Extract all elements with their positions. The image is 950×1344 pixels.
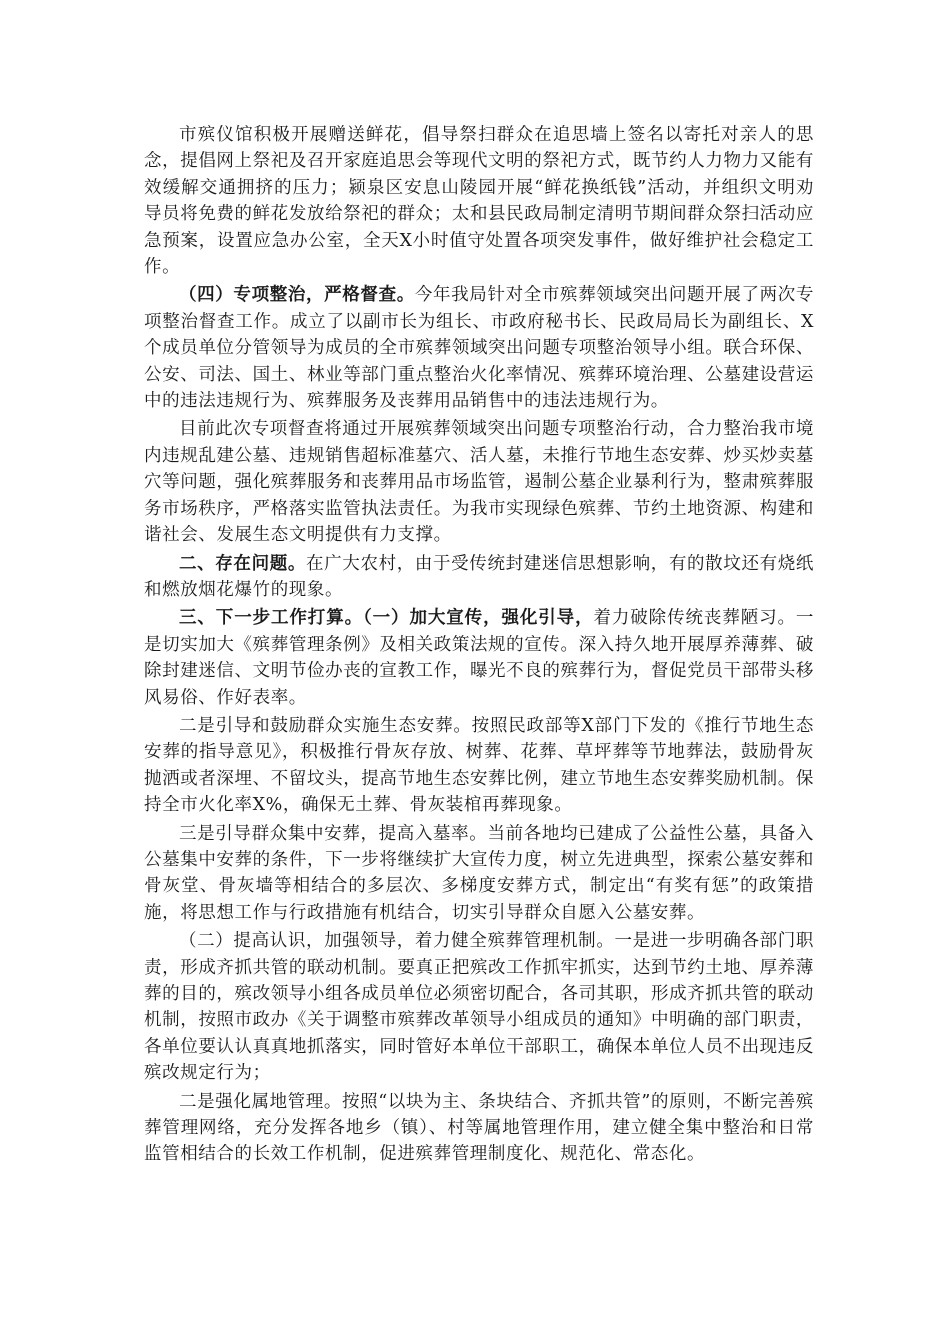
paragraph-7-text: 三是引导群众集中安葬，提高入墓率。当前各地均已建成了公益性公墓，具备入公墓集中安葬的条件，下一步将继续扩大宣传力度，树立先进典型，探索公墓安葬和骨灰堂、骨灰墙等相结合的多层次、多梯度安葬方式，制定出“有奖有惩”的政策措施，将思想工作与行政措施有机结合，切实引导群众自愿入公墓安葬。	[144, 823, 814, 923]
paragraph-2-heading: （四）专项整治，严格督查。	[179, 285, 415, 306]
document-body	[144, 122, 814, 1168]
paragraph-9-text: 二是强化属地管理。按照“以块为主、条块结合、齐抓共管”的原则，不断完善殡葬管理网络，充分发挥各地乡（镇）、村等属地管理作用，建立健全集中整治和日常监管相结合的长效工作机制，促进殡葬管理制度化、规范化、常态化。	[144, 1091, 814, 1165]
paragraph-5-heading: 三、下一步工作打算。（一）加大宣传，强化引导，	[179, 608, 594, 629]
paragraph-9	[144, 1089, 814, 1168]
paragraph-2	[144, 282, 814, 414]
paragraph-8	[144, 928, 814, 1086]
paragraph-4-text: 在广大农村，由于受传统封建迷信思想影响，有的散坟还有烧纸和燃放烟花爆竹的现象。	[144, 553, 814, 600]
paragraph-7	[144, 821, 814, 927]
paragraph-6	[144, 713, 814, 819]
paragraph-1	[144, 122, 814, 280]
paragraph-5-text: 着力破除传统丧葬陋习。一是切实加大《殡葬管理条例》及相关政策法规的宣传。深入持久地开展厚养薄葬、破除封建迷信、文明节俭办丧的宣教工作，曝光不良的殡葬行为，督促党员干部带头移风易俗、作好表率。	[144, 608, 814, 708]
paragraph-4-heading: 二、存在问题。	[179, 553, 307, 574]
paragraph-5	[144, 605, 814, 711]
paragraph-2-text: 今年我局针对全市殡葬领域突出问题开展了两次专项整治督查工作。成立了以副市长为组长、市政府秘书长、民政局局长为副组长、X个成员单位分管领导为成员的全市殡葬领域突出问题专项整治领导小组。联合环保、公安、司法、国土、林业等部门重点整治火化率情况、殡葬环境治理、公墓建设营运中的违法违规行为、殡葬服务及丧葬用品销售中的违法违规行为。	[144, 285, 814, 412]
paragraph-4	[144, 551, 814, 604]
paragraph-8-text: （二）提高认识，加强领导，着力健全殡葬管理机制。一是进一步明确各部门职责，形成齐抓共管的联动机制。要真正把殡改工作抓牢抓实，达到节约土地、厚养薄葬的目的，殡改领导小组各成员单位必须密切配合，各司其职，形成齐抓共管的联动机制，按照市政办《关于调整市殡葬改革领导小组成员的通知》中明确的部门职责，各单位要认认真真地抓落实，同时管好本单位干部职工，确保本单位人员不出现违反殡改规定行为；	[144, 931, 814, 1084]
paragraph-3-text: 目前此次专项督查将通过开展殡葬领域突出问题专项整治行动，合力整治我市境内违规乱建公墓、违规销售超标准墓穴、活人墓，未推行节地生态安葬、炒买炒卖墓穴等问题，强化殡葬服务和丧葬用品市场监管，遏制公墓企业暴利行为，整肃殡葬服务市场秩序，严格落实监管执法责任。为我市实现绿色殡葬、节约土地资源、构建和谐社会、发展生态文明提供有力支撑。	[144, 419, 814, 546]
paragraph-1-text: 市殡仪馆积极开展赠送鲜花，倡导祭扫群众在追思墙上签名以寄托对亲人的思念，提倡网上祭祀及召开家庭追思会等现代文明的祭祀方式，既节约人力物力又能有效缓解交通拥挤的压力；颍泉区安息山陵园开展“鲜花换纸钱”活动，并组织文明劝导员将免费的鲜花发放给祭祀的群众；太和县民政局制定清明节期间群众祭扫活动应急预案，设置应急办公室，全天X小时值守处置各项突发事件，做好维护社会稳定工作。	[144, 125, 814, 278]
paragraph-3	[144, 416, 814, 548]
paragraph-6-text: 二是引导和鼓励群众实施生态安葬。按照民政部等X部门下发的《推行节地生态安葬的指导意见》，积极推行骨灰存放、树葬、花葬、草坪葬等节地葬法，鼓励骨灰抛洒或者深埋、不留坟头，提高节地生态安葬比例，建立节地生态安葬奖励机制。保持全市火化率X%，确保无土葬、骨灰装棺再葬现象。	[144, 715, 814, 816]
